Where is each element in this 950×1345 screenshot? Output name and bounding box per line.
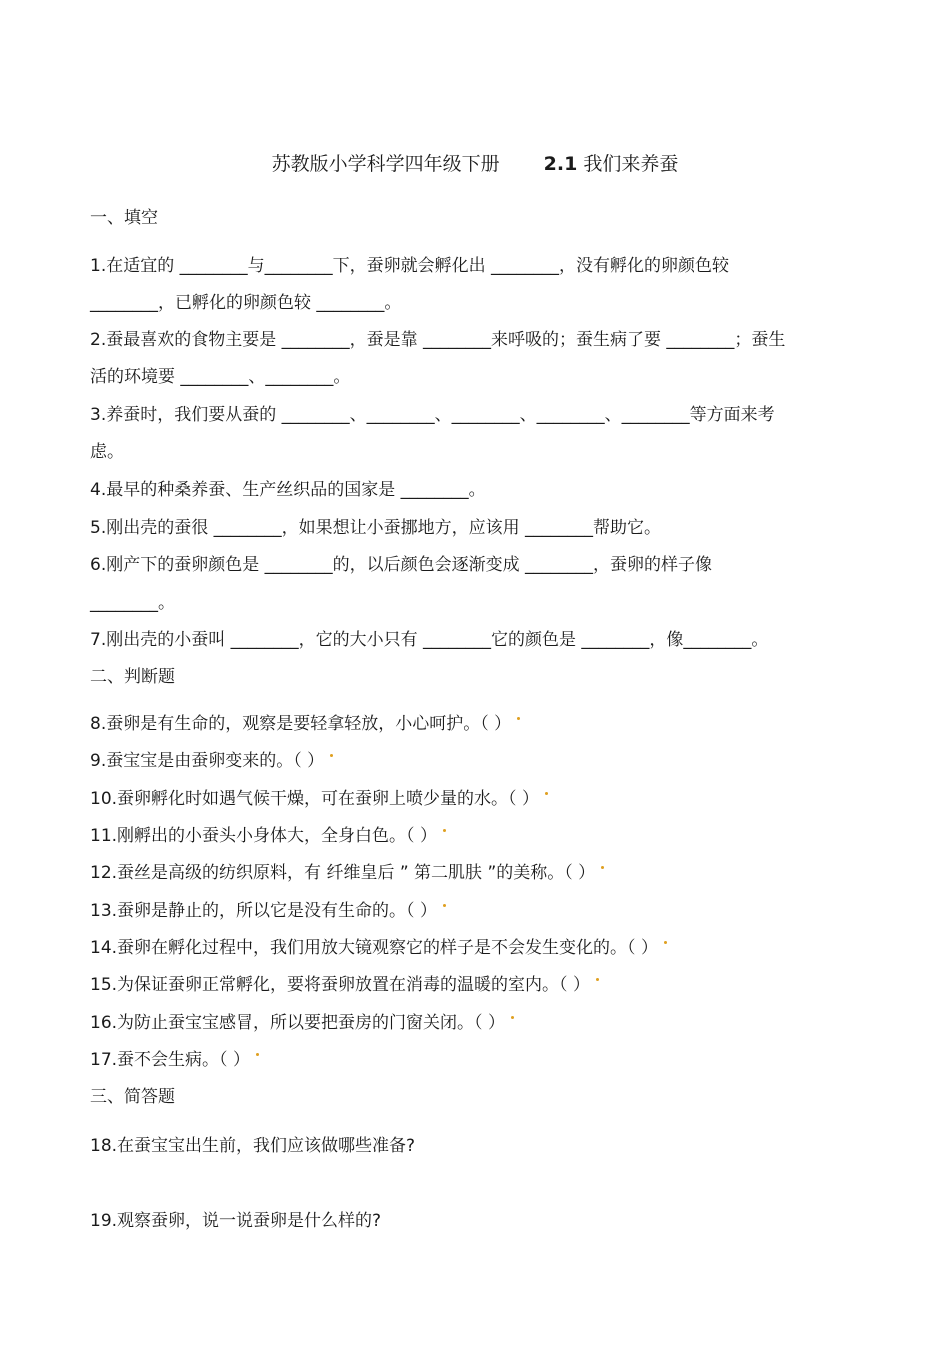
title-lesson-number: 2.1 bbox=[543, 153, 578, 175]
title-text: 苏教版小学科学四年级下册 bbox=[271, 153, 500, 175]
answer-mark bbox=[664, 941, 667, 944]
question-2-line-2: 活的环境要 ________、________。 bbox=[90, 367, 351, 387]
judge-item bbox=[90, 788, 548, 810]
answer-mark bbox=[596, 978, 599, 981]
judge-item-text: 17.蚕不会生病。（ ） bbox=[90, 1050, 250, 1070]
judge-item bbox=[90, 750, 333, 772]
question-7: 7.刚出壳的小蚕叫 ________，它的大小只有 ________它的颜色是 ________，像________。 bbox=[90, 630, 769, 650]
answer-mark bbox=[443, 829, 446, 832]
judge-item bbox=[90, 1012, 514, 1034]
answer-mark bbox=[330, 754, 333, 757]
section-heading-fill: 一、填空 bbox=[90, 208, 158, 228]
judge-item-text: 8.蚕卵是有生命的，观察是要轻拿轻放，小心呵护。（ ） bbox=[90, 714, 512, 734]
section-heading-short-answer: 三、简答题 bbox=[90, 1087, 175, 1107]
short-answer-question: 18.在蚕宝宝出生前，我们应该做哪些准备? bbox=[90, 1136, 416, 1156]
answer-mark bbox=[256, 1053, 259, 1056]
judge-item-text: 14.蚕卵在孵化过程中，我们用放大镜观察它的样子是不会发生变化的。（ ） bbox=[90, 938, 658, 958]
answer-mark bbox=[443, 904, 446, 907]
worksheet-title bbox=[0, 152, 950, 176]
judge-item bbox=[90, 1049, 259, 1071]
judge-item-text: 10.蚕卵孵化时如遇气候干燥，可在蚕卵上喷少量的水。（ ） bbox=[90, 789, 539, 809]
title-lesson-name: 我们来养蚕 bbox=[583, 153, 679, 175]
judge-item-text: 12.蚕丝是高级的纺织原料，有 纤维皇后 ” 第二肌肤 ”的美称。（ ） bbox=[90, 863, 596, 883]
answer-mark bbox=[517, 717, 520, 720]
answer-mark bbox=[601, 866, 604, 869]
question-3-line-2: 虑。 bbox=[90, 442, 124, 462]
question-5: 5.刚出壳的蚕很 ________，如果想让小蚕挪地方，应该用 ________帮助它。 bbox=[90, 518, 662, 538]
judge-item-text: 9.蚕宝宝是由蚕卵变来的。（ ） bbox=[90, 751, 325, 771]
judge-item bbox=[90, 713, 520, 735]
question-1-line-2: ________，已孵化的卵颜色较 ________。 bbox=[90, 293, 402, 313]
question-1-line-1: 1.在适宜的 ________与________下，蚕卵就会孵化出 ________，没有孵化的卵颜色较 bbox=[90, 256, 730, 276]
question-2-line-1: 2.蚕最喜欢的食物主要是 ________，蚕是靠 ________来呼吸的；蚕生病了要 ________；蚕生 bbox=[90, 330, 786, 350]
answer-mark bbox=[511, 1016, 514, 1019]
question-6-line-1: 6.刚产下的蚕卵颜色是 ________的，以后颜色会逐渐变成 ________，蚕卵的样子像 bbox=[90, 555, 713, 575]
judge-item bbox=[90, 974, 599, 996]
question-3-line-1: 3.养蚕时，我们要从蚕的 ________、________、________、________、________等方面来考 bbox=[90, 405, 775, 425]
judge-item bbox=[90, 862, 604, 884]
judge-item bbox=[90, 825, 446, 847]
judge-item-text: 11.刚孵出的小蚕头小身体大，全身白色。（ ） bbox=[90, 826, 437, 846]
answer-mark bbox=[545, 792, 548, 795]
section-heading-judge: 二、判断题 bbox=[90, 667, 175, 687]
question-6-line-2: ________。 bbox=[90, 593, 175, 613]
question-4: 4.最早的种桑养蚕、生产丝织品的国家是 ________。 bbox=[90, 480, 486, 500]
judge-item-text: 15.为保证蚕卵正常孵化，要将蚕卵放置在消毒的温暖的室内。（ ） bbox=[90, 975, 590, 995]
judge-item bbox=[90, 900, 446, 922]
judge-item-text: 13.蚕卵是静止的，所以它是没有生命的。（ ） bbox=[90, 901, 437, 921]
judge-item-text: 16.为防止蚕宝宝感冒，所以要把蚕房的门窗关闭。（ ） bbox=[90, 1013, 505, 1033]
short-answer-question: 19.观察蚕卵，说一说蚕卵是什么样的? bbox=[90, 1211, 382, 1231]
judge-item bbox=[90, 937, 667, 959]
